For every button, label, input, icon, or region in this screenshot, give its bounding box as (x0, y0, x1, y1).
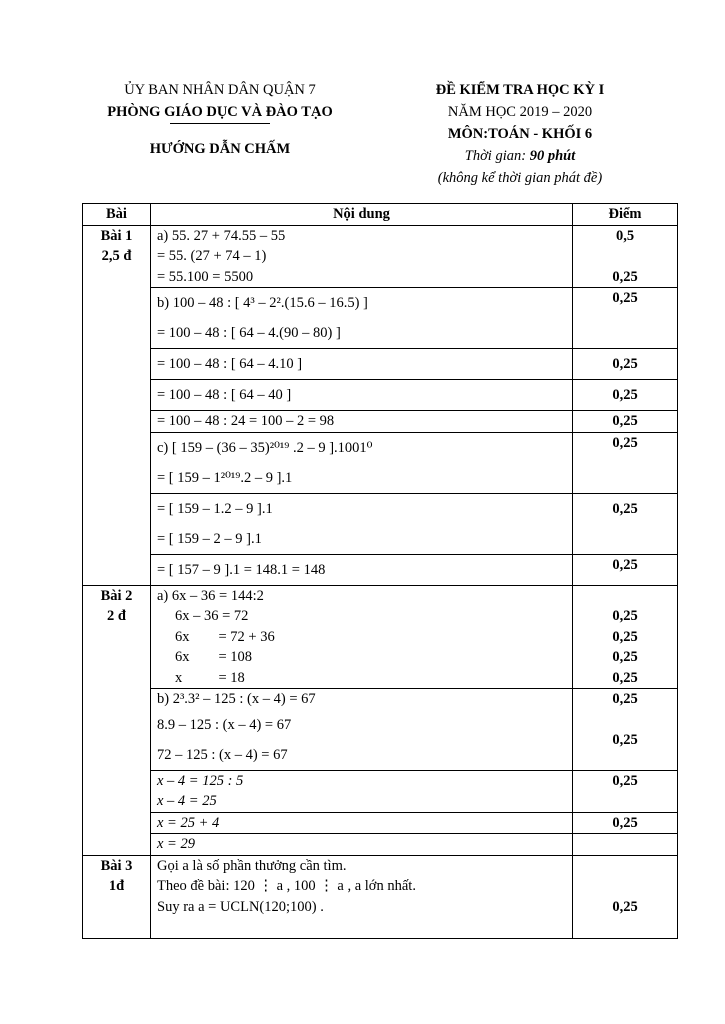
table-row (83, 812, 678, 834)
row-content: x – 4 = 125 : 5 x – 4 = 25 (151, 770, 573, 812)
col-header-points: Điểm (573, 204, 678, 226)
row-content: = 100 – 48 : [ 64 – 4.10 ] (151, 349, 573, 380)
table-row (83, 554, 678, 585)
row-content: Gọi a là số phần thưởng cần tìm. Theo đề bài: 120 ⋮ a , 100 ⋮ a , a lớn nhất. Suy ra a = UCLN(120;100) . (151, 855, 573, 938)
row-content: b) 100 – 48 : [ 4³ – 2².(15.6 – 16.5) ] = 100 – 48 : [ 64 – 4.(90 – 80) ] (151, 288, 573, 349)
header-right (400, 79, 640, 189)
row-points: 0,25 (573, 770, 678, 812)
problem-label: Bài 1 2,5 đ (83, 225, 151, 288)
row-content: x = 29 (151, 834, 573, 856)
row-points: 0,25 (573, 432, 678, 493)
row-points: 0,25 (573, 288, 678, 349)
row-content: a) 6x – 36 = 144:2 6x – 36 = 72 6x = 72 + 36 6x = 108 x = 18 (151, 585, 573, 689)
school-year: NĂM HỌC 2019 – 2020 (447, 104, 593, 120)
row-points: 0,5 0,25 (573, 225, 678, 288)
committee-name: ỦY BAN NHÂN DÂN QUẬN 7 (124, 82, 316, 98)
col-header-bai: Bài (83, 204, 151, 226)
exam-title: ĐỀ KIỂM TRA HỌC KỲ I (435, 82, 605, 98)
table-row (83, 834, 678, 856)
row-content: = 100 – 48 : [ 64 – 40 ] (151, 380, 573, 411)
table-row (83, 349, 678, 380)
row-content: x = 25 + 4 (151, 812, 573, 834)
table-row (83, 432, 678, 493)
row-points: 0,25 (573, 855, 678, 938)
row-points: 0,25 (573, 411, 678, 433)
row-content: = 100 – 48 : 24 = 100 – 2 = 98 (151, 411, 573, 433)
table-row (83, 380, 678, 411)
row-points (573, 834, 678, 856)
table-row (83, 411, 678, 433)
col-header-content: Nội dung (151, 204, 573, 226)
row-points: 0,25 (573, 554, 678, 585)
row-points: 0,25 (573, 349, 678, 380)
row-points: 0,25 0,25 0,25 0,25 (573, 585, 678, 689)
header-left (80, 79, 360, 160)
doc-type: HƯỚNG DẪN CHẤM (149, 141, 291, 157)
row-points: 0,25 (573, 493, 678, 554)
duration-note: (không kể thời gian phát đề) (437, 170, 603, 186)
table-row (83, 493, 678, 554)
department-name: PHÒNG GIÁO DỤC VÀ ĐÀO TẠO (107, 104, 333, 120)
table-row (83, 288, 678, 349)
table-header-row (83, 204, 678, 226)
subject: MÔN:TOÁN - KHỐI 6 (447, 126, 593, 142)
row-content: = [ 159 – 1.2 – 9 ].1 = [ 159 – 2 – 9 ].1 (151, 493, 573, 554)
row-points: 0,25 (573, 812, 678, 834)
table-row (83, 689, 678, 771)
problem-label: Bài 2 2 đ (83, 585, 151, 689)
grading-table (82, 203, 678, 939)
row-points: 0,25 (573, 380, 678, 411)
table-row (83, 225, 678, 288)
row-content: b) 2³.3² – 125 : (x – 4) = 67 8.9 – 125 : (x – 4) = 67 72 – 125 : (x – 4) = 67 (151, 689, 573, 771)
row-content: a) 55. 27 + 74.55 – 55 = 55. (27 + 74 – 1) = 55.100 = 5500 (151, 225, 573, 288)
duration: Thời gian: 90 phút (464, 148, 576, 164)
row-content: c) [ 159 – (36 – 35)²⁰¹⁹ .2 – 9 ].1001⁰ = [ 159 – 1²⁰¹⁹.2 – 9 ].1 (151, 432, 573, 493)
row-points: 0,25 0,25 (573, 689, 678, 771)
row-content: = [ 157 – 9 ].1 = 148.1 = 148 (151, 554, 573, 585)
table-row (83, 855, 678, 938)
table-row (83, 770, 678, 812)
problem-label: Bài 3 1đ (83, 855, 151, 938)
table-row (83, 585, 678, 689)
